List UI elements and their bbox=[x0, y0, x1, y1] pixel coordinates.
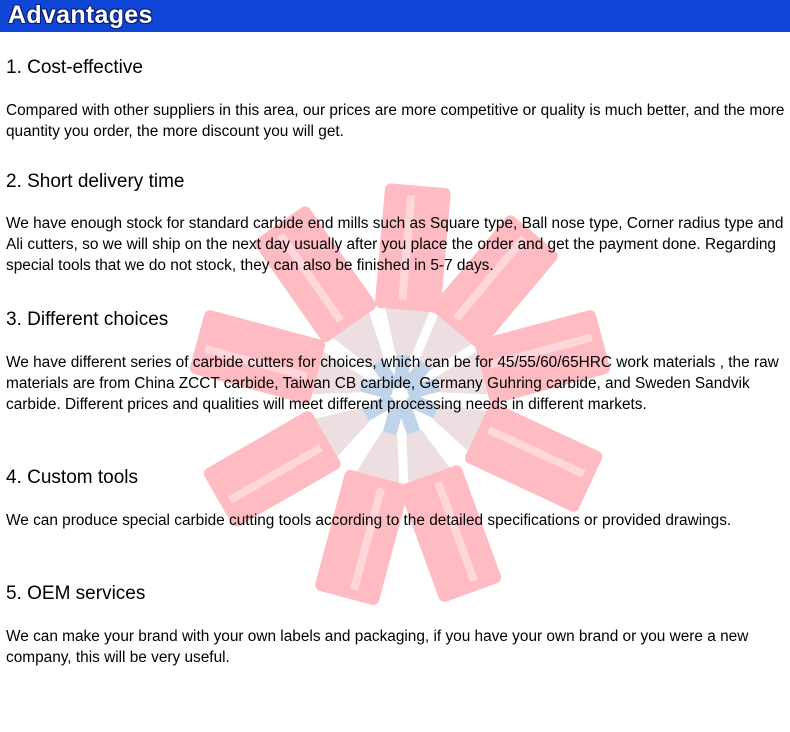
section-text-delivery: We have enough stock for standard carbide end mills such as Square type, Ball nose type, Corner radius type and Ali cutters, so we will ship on the next day usually after you place the order and get the payment done. Regarding special tools that we do not stock, they can also be finished in 5-7 days. bbox=[6, 215, 784, 274]
section-heading-custom-tools: 4. Custom tools bbox=[6, 467, 138, 488]
section-text-custom-tools: We can produce special carbide cutting tools according to the detailed specifications or provided drawings. bbox=[6, 512, 732, 529]
section-text-choices: We have different series of carbide cutters for choices, which can be for 45/55/60/65HRC work materials , the raw materials are from China ZCCT carbide, Taiwan CB carbide, Germany Guhring carbide, and Sweden Sandvik carbide. Different prices and qualities will meet different processing needs in different markets. bbox=[6, 354, 779, 413]
section-heading-cost-effective: 1. Cost-effective bbox=[6, 57, 143, 78]
section-heading-choices: 3. Different choices bbox=[6, 309, 169, 330]
section-text-oem: We can make your brand with your own labels and packaging, if you have your own brand or you were a new company, this will be very useful. bbox=[6, 628, 749, 666]
section-text-cost-effective: Compared with other suppliers in this area, our prices are more competitive or quality is much better, and the more quantity you order, the more discount you will get. bbox=[6, 102, 785, 140]
section-heading-delivery: 2. Short delivery time bbox=[6, 171, 185, 192]
section-heading-oem: 5. OEM services bbox=[6, 583, 146, 604]
banner-title: Advantages bbox=[8, 1, 153, 29]
